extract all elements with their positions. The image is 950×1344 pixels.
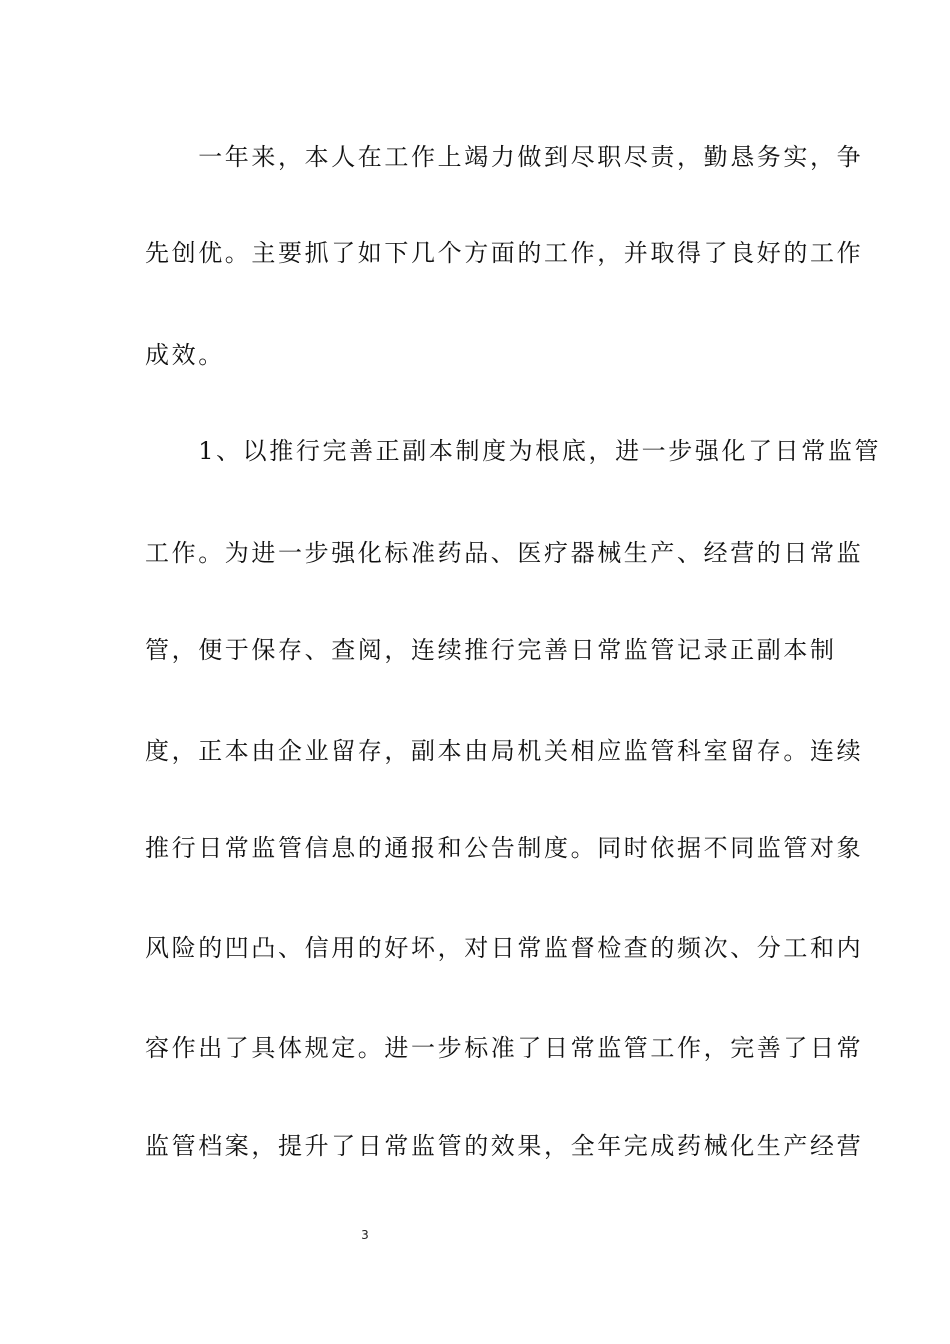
text-line: 推行日常监管信息的通报和公告制度。同时依据不同监管对象 — [145, 834, 864, 862]
text-line: 风险的凹凸、信用的好坏，对日常监督检查的频次、分工和内 — [145, 934, 864, 962]
text-line: 管，便于保存、查阅，连续推行完善日常监管记录正副本制 — [145, 636, 837, 664]
page-number: 3 — [361, 1228, 369, 1242]
text-line: 容作出了具体规定。进一步标准了日常监管工作，完善了日常 — [145, 1034, 864, 1062]
text-line: 成效。 — [145, 341, 225, 369]
text-line: 工作。为进一步强化标准药品、医疗器械生产、经营的日常监 — [145, 539, 864, 567]
text-line: 监管档案，提升了日常监管的效果，全年完成药械化生产经营 — [145, 1132, 864, 1160]
text-line: 一年来，本人在工作上竭力做到尽职尽责，勤恳务实，争 — [145, 143, 864, 171]
text-line: 度，正本由企业留存，副本由局机关相应监管科室留存。连续 — [145, 737, 864, 765]
text-line: 1、以推行完善正副本制度为根底，进一步强化了日常监管 — [145, 437, 882, 465]
text-line: 先创优。主要抓了如下几个方面的工作，并取得了良好的工作 — [145, 239, 864, 267]
